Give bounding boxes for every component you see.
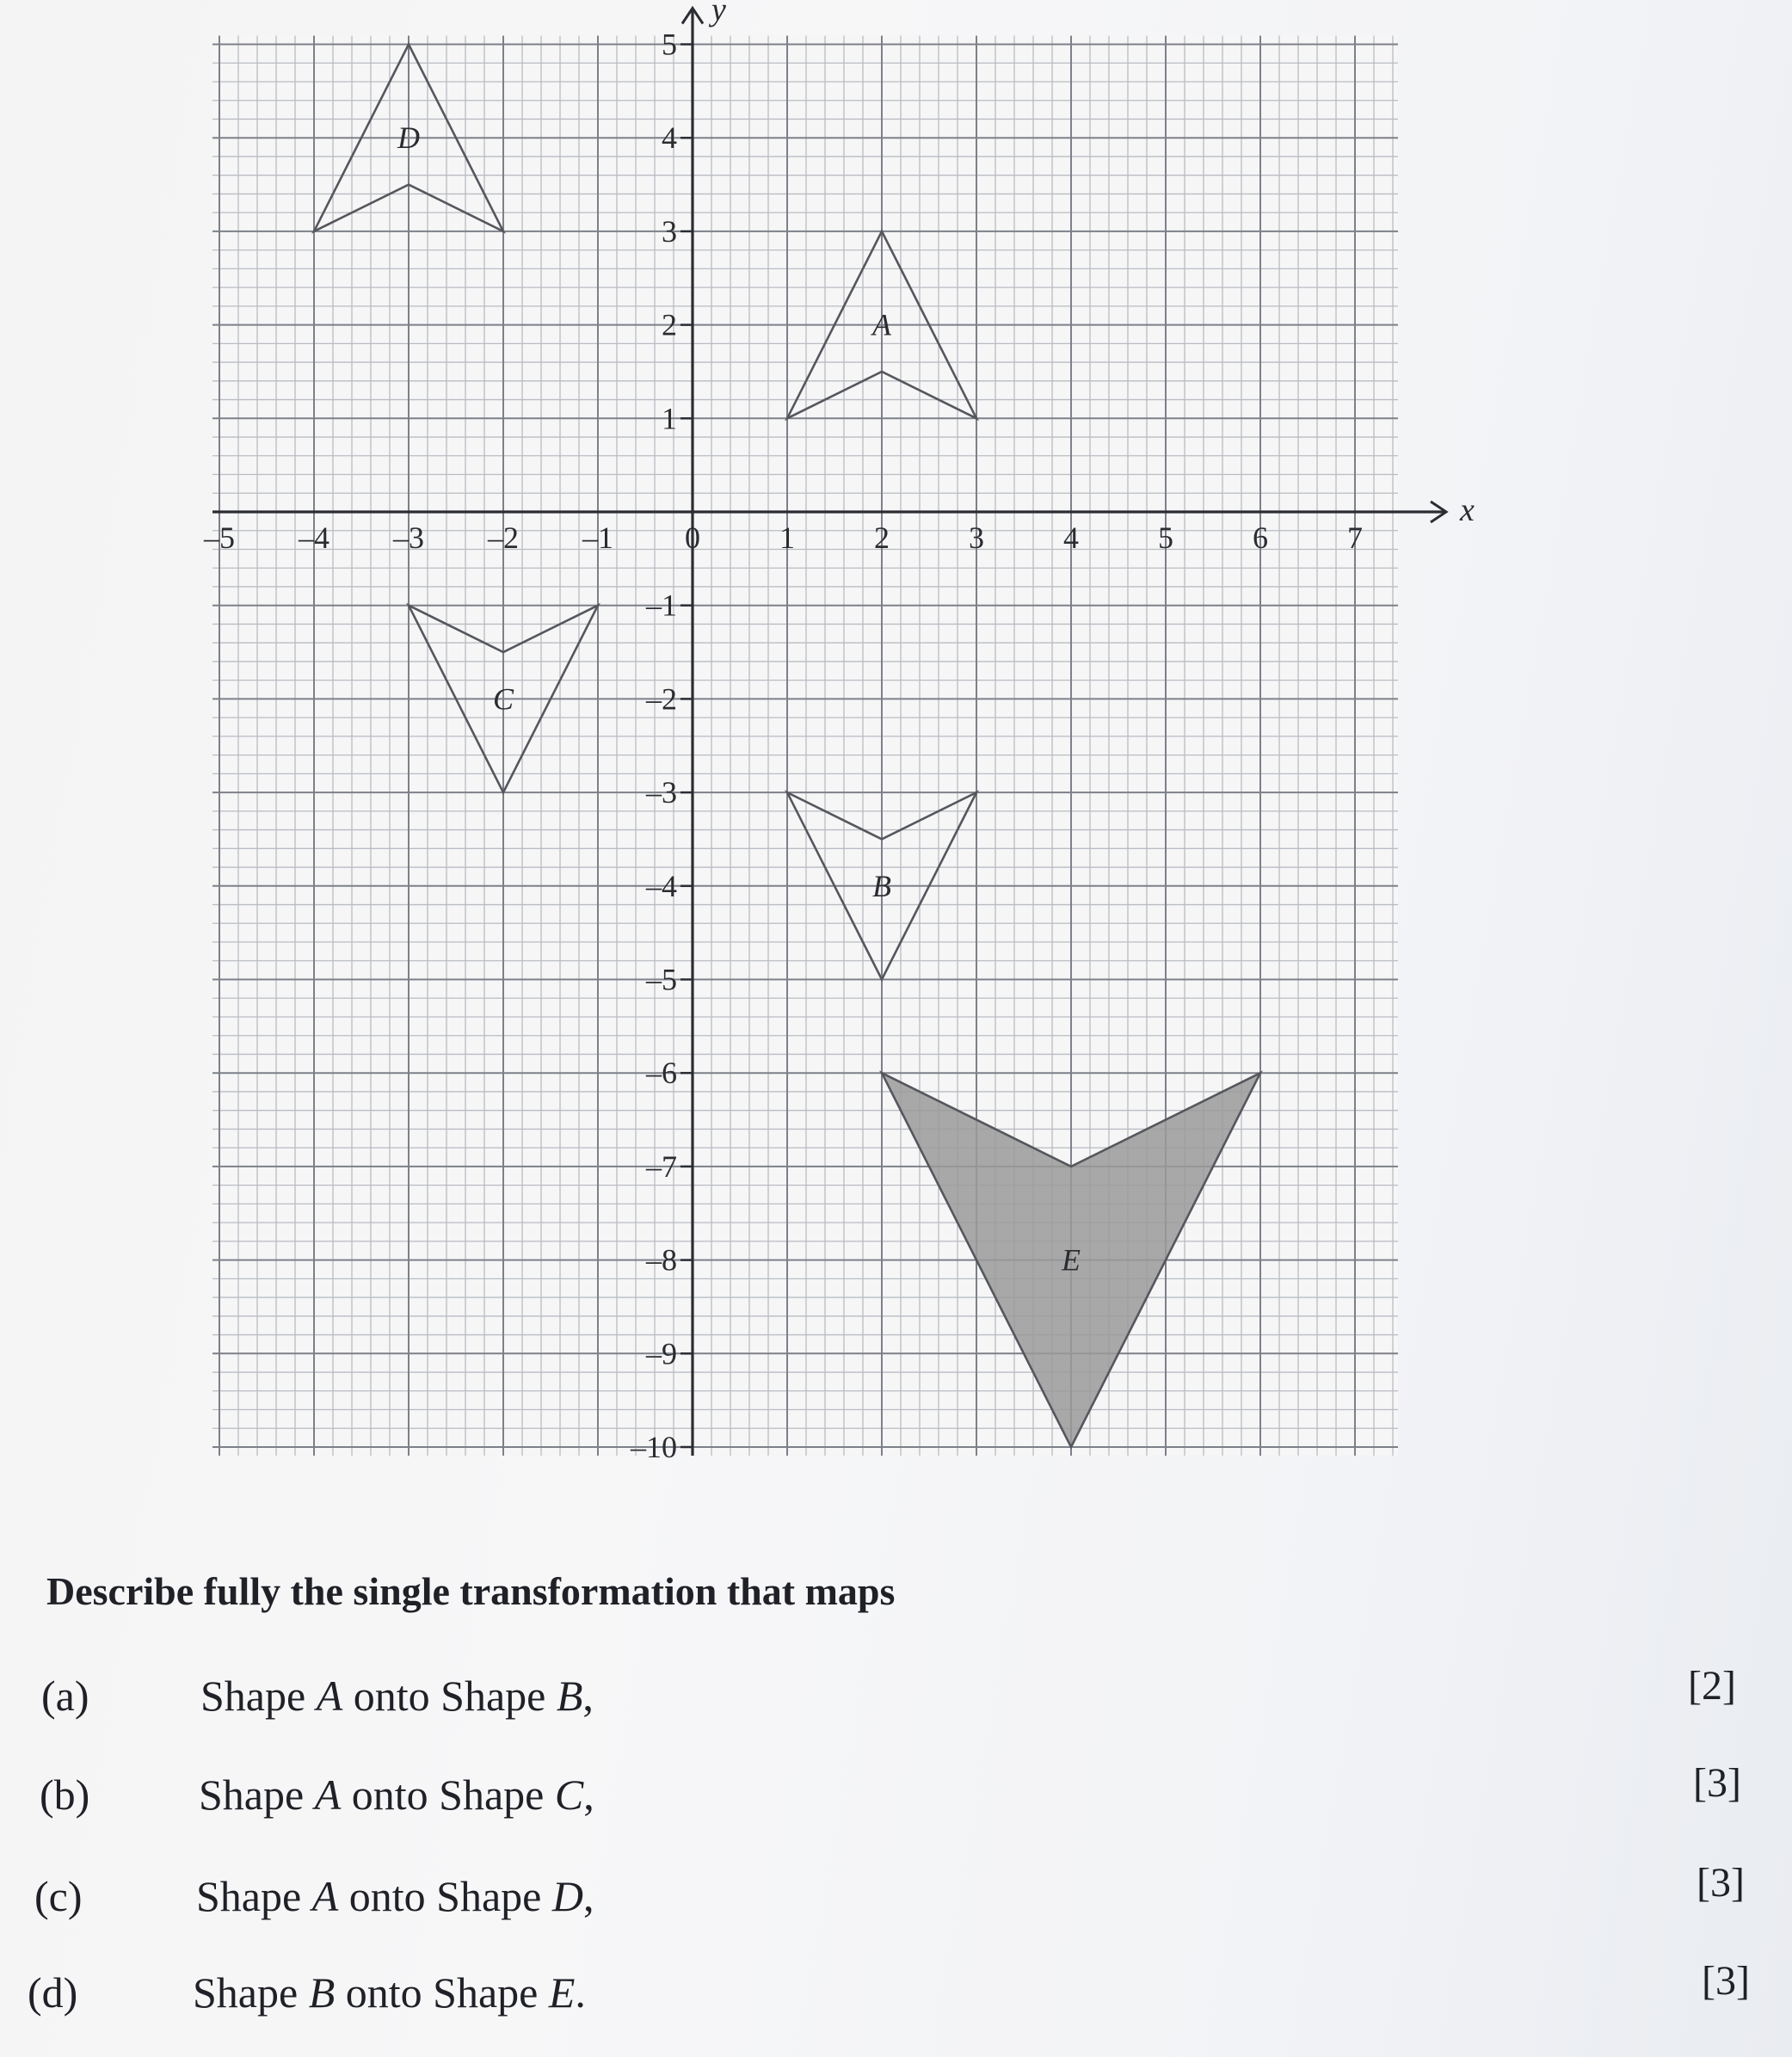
shape-a-label: A	[872, 307, 891, 342]
y-tick-label: 1	[662, 401, 677, 436]
x-tick-label: 3	[969, 520, 984, 555]
question-marks: [2]	[1688, 1663, 1736, 1709]
x-tick-label: –1	[582, 520, 613, 555]
question-letter: (b)	[40, 1771, 90, 1819]
grid-minor-lines	[212, 36, 1398, 1457]
x-tick-label: –5	[204, 520, 235, 555]
question-text: Shape A onto Shape C,	[199, 1771, 594, 1819]
x-tick-label: 4	[1063, 520, 1079, 555]
shape-e-label: E	[1062, 1242, 1081, 1278]
shape-d-label: D	[397, 120, 420, 156]
question-letter: (c)	[34, 1872, 83, 1920]
x-axis-label: x	[1460, 492, 1475, 528]
x-tick-label: 7	[1347, 520, 1363, 555]
y-tick-label: 4	[662, 120, 677, 156]
question-text: Shape B onto Shape E.	[193, 1968, 586, 2017]
x-tick-label: 6	[1253, 520, 1268, 555]
y-tick-label: –4	[646, 868, 677, 903]
question-letter: (d)	[28, 1968, 78, 2017]
question-intro: Describe fully the single transformation that maps	[46, 1569, 896, 1613]
x-tick-label: –3	[393, 520, 424, 555]
y-axis-label: y	[711, 0, 726, 28]
shape-c-label: C	[492, 681, 514, 717]
y-tick-label: –5	[646, 962, 677, 997]
question-text: Shape A onto Shape D,	[196, 1872, 594, 1920]
y-tick-label: –8	[646, 1242, 677, 1278]
x-tick-label: 1	[779, 520, 795, 555]
y-tick-label: –10	[631, 1430, 677, 1464]
y-tick-label: –7	[646, 1149, 677, 1184]
shape-b-label: B	[872, 868, 891, 903]
y-tick-label: 2	[662, 307, 677, 342]
x-tick-label: –4	[299, 520, 329, 555]
y-tick-label: –6	[646, 1056, 677, 1091]
x-tick-label: 0	[685, 520, 700, 555]
grid-background	[212, 36, 1398, 1457]
y-tick-label: –2	[646, 681, 677, 717]
y-tick-label: –9	[646, 1336, 677, 1371]
y-tick-label: 3	[662, 213, 677, 249]
question-marks: [3]	[1702, 1958, 1750, 2004]
x-tick-label: 5	[1158, 520, 1173, 555]
question-letter: (a)	[41, 1672, 89, 1720]
x-tick-label: –2	[488, 520, 519, 555]
question-marks: [3]	[1693, 1760, 1741, 1806]
question-marks: [3]	[1697, 1860, 1745, 1906]
y-tick-label: 5	[662, 27, 677, 62]
question-text: Shape A onto Shape B,	[200, 1672, 594, 1720]
y-tick-label: –1	[646, 588, 677, 623]
y-tick-label: –3	[646, 775, 677, 810]
x-tick-label: 2	[874, 520, 890, 555]
